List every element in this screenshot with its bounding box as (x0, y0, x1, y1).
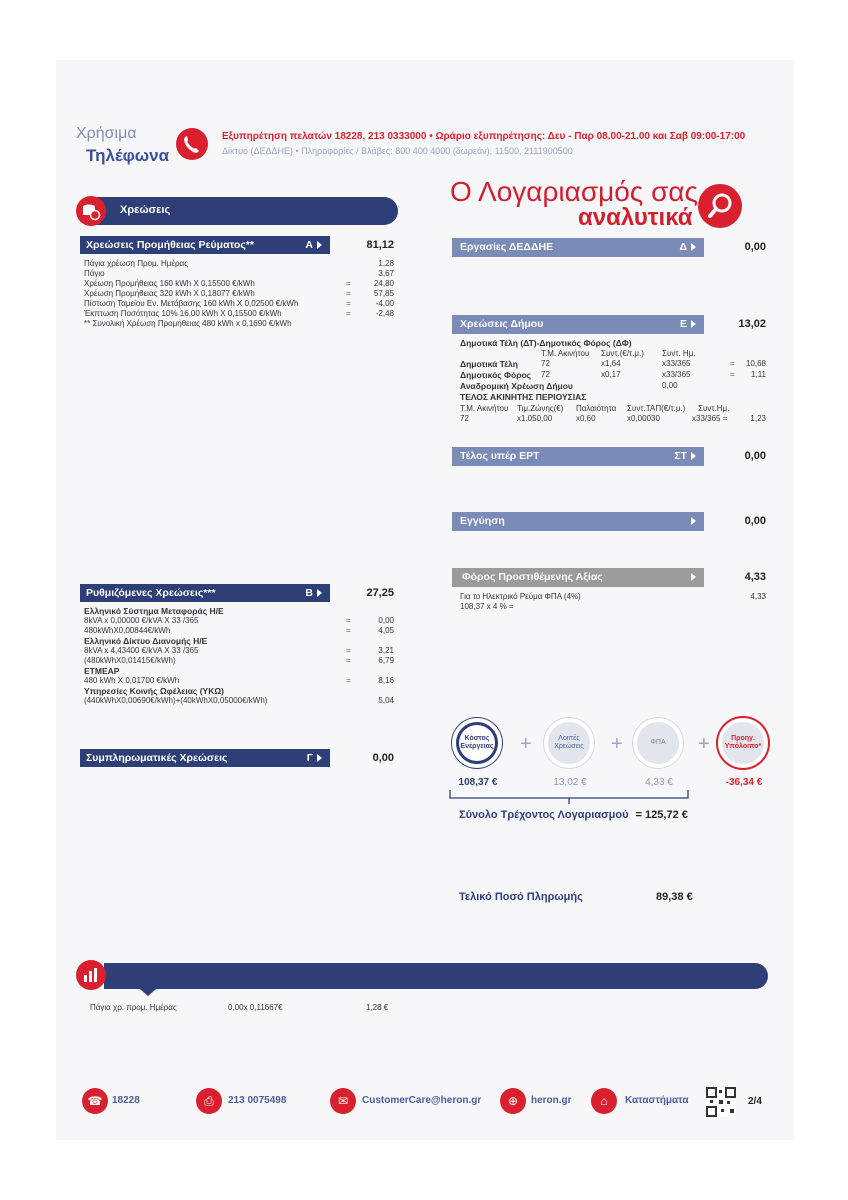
supply-line-amount: 57,85 (373, 289, 394, 298)
ert-code (674, 447, 696, 466)
supply-charges-bar (80, 236, 330, 254)
telephone-icon: ☎ (82, 1088, 108, 1114)
supply-total: 81,12 (366, 239, 394, 251)
consumption-amount: 1,28 € (366, 1003, 389, 1012)
supplementary-charges-title: Συμπληρωματικές Χρεώσεις (86, 752, 228, 764)
supply-line-amount: 24,80 (373, 279, 394, 288)
vat-line: Για το Ηλεκτρικό Ρεύμα ΦΠΑ (4%) (460, 592, 581, 601)
municipal-col-rate: Συντ.(€/τ.μ.) (601, 349, 644, 358)
regulated-line (84, 656, 396, 666)
regulated-line-label: 480kWhX0,00844€/kWh (84, 626, 171, 635)
municipal-retro-label: Αναδρομική Χρέωση Δήμου (460, 381, 573, 391)
regulated-line-eq: = (346, 646, 351, 655)
vat-title: Φόρος Προστιθέμενης Αξίας (462, 571, 603, 583)
current-bill-total (459, 809, 688, 821)
chevron-right-icon (691, 243, 696, 251)
municipal-tax-amount: 1,11 (751, 370, 766, 379)
tap-title: ΤΕΛΟΣ ΑΚΙΝΗΤΗΣ ΠΕΡΙΟΥΣΙΑΣ (460, 392, 587, 402)
final-payment-value: 89,38 € (656, 891, 693, 903)
regulated-code-letter: Β (305, 587, 313, 599)
municipal-col-days: Συντ. Ημ. (662, 349, 696, 358)
charges-icon (76, 196, 106, 226)
supply-line (84, 269, 396, 279)
municipal-subtitle: Δημοτικά Τέλη (ΔΤ)-Δημοτικός Φόρος (ΔΦ) (460, 338, 632, 348)
deddie-code (679, 238, 696, 257)
other-charges-value: 13,02 € (553, 777, 587, 788)
regulated-line-eq: = (346, 626, 351, 635)
globe-icon: ⊕ (500, 1088, 526, 1114)
page-title: Ο Λογαριασμός σας (450, 176, 699, 207)
supply-line-amount: -2,48 (375, 309, 394, 318)
regulated-line-label: 8kVA x 4,43400 €/kVA X 33 /365 (84, 646, 199, 655)
regulated-charges-title: Ρυθμιζόμενες Χρεώσεις*** (86, 587, 216, 599)
charges-header-label: Χρεώσεις (120, 204, 171, 216)
supplementary-total: 0,00 (372, 752, 394, 764)
supply-line (84, 279, 396, 289)
ert-code-letter: ΣΤ (674, 450, 687, 462)
municipal-fees-days: x33/365 (662, 359, 691, 368)
regulated-line-eq: = (346, 656, 351, 665)
regulated-charges-bar (80, 584, 330, 602)
regulated-line (84, 696, 396, 706)
useful-phones-label-1: Χρήσιμα (76, 125, 137, 142)
consumption-bar (104, 963, 768, 989)
regulated-line-amount: 3,21 (378, 646, 394, 655)
useful-phones-label-2: Τηλέφωνα (86, 146, 170, 165)
footer-phone[interactable]: 18228 (112, 1095, 140, 1106)
summary-bracket (448, 790, 698, 806)
municipal-fees-rate: x1,64 (601, 359, 621, 368)
supply-code-letter: Α (305, 239, 313, 251)
regulated-line-label: (480kWhX0,01415€/kWh) (84, 656, 176, 665)
footer-stores[interactable]: Καταστήματα (625, 1095, 689, 1106)
supply-line (84, 309, 396, 319)
supply-charges-title: Χρεώσεις Προμήθειας Ρεύματος** (86, 239, 254, 251)
tap-col-3: Συντ.ΤΑΠ(€/τ.μ.) (627, 404, 686, 413)
tap-val-1: x1.050,00 (517, 414, 553, 423)
regulated-line-label: Υπηρεσίες Κοινής Ωφέλειας (ΥΚΩ) (84, 686, 224, 696)
regulated-line-eq: = (346, 676, 351, 685)
municipal-bar (452, 315, 704, 334)
vat-total: 4,33 (744, 571, 766, 583)
municipal-tax-days: x33/365 (662, 370, 691, 379)
regulated-line-label: 8kVA x 0,00000 €/kVA X 33 /365 (84, 616, 199, 625)
tap-col-2: Παλαιότητα (576, 404, 617, 413)
guarantee-title: Εγγύηση (460, 515, 505, 527)
supply-line-amount: -4,00 (375, 299, 394, 308)
regulated-line (84, 616, 396, 626)
footer-fax[interactable]: 213 0075498 (228, 1095, 287, 1106)
consumption-label: Πάγια χρ. προμ. Ημέρας (90, 1003, 177, 1012)
supply-line-eq: = (346, 299, 351, 308)
tap-val-0: 72 (460, 414, 469, 423)
chevron-right-icon (691, 573, 696, 581)
tap-col-0: Τ.Μ. Ακινήτου (460, 404, 509, 413)
bar-chart-icon (76, 960, 106, 990)
energy-cost-label: Κόστος Ενέργειας (459, 725, 495, 761)
supplementary-code (307, 749, 322, 767)
supply-code (305, 236, 322, 254)
energy-cost-value: 108,37 € (458, 777, 498, 788)
current-bill-total-label: Σύνολο Τρέχοντος Λογαριασμού (459, 809, 629, 821)
regulated-line (84, 606, 396, 616)
municipal-fees-eq: = (730, 359, 735, 368)
supply-line (84, 259, 396, 269)
supply-line-label: Πάγιο (84, 269, 105, 278)
municipal-fees-sqm: 72 (541, 359, 550, 368)
guarantee-code (687, 512, 696, 531)
plus-icon: + (698, 733, 710, 755)
deddie-bar (452, 238, 704, 257)
previous-balance-circle (718, 718, 768, 768)
deddie-total: 0,00 (744, 241, 766, 253)
regulated-line (84, 646, 396, 656)
regulated-line-label: Ελληνικό Δίκτυο Διανομής Η/Ε (84, 636, 208, 646)
current-bill-total-value: = 125,72 € (635, 809, 688, 821)
regulated-code (305, 584, 322, 602)
municipal-tax-label: Δημοτικός Φόρος (460, 370, 532, 380)
vat-code (687, 568, 696, 587)
tap-col-4: Συντ.Ημ. (698, 404, 730, 413)
network-info-line: Δίκτυο (ΔΕΔΔΗΕ) • Πληροφορίες / Βλάβες: 800 400 4000 (δωρεάν), 11500, 2111900500 (222, 146, 573, 156)
regulated-lines (84, 606, 396, 706)
municipal-col-sqm: Τ.Μ. Ακινήτου (541, 349, 590, 358)
regulated-line-label: 480 kWh X 0,01700 €/kWh (84, 676, 180, 685)
tap-amount: 1,23 (750, 414, 766, 423)
fax-icon: ⎙ (196, 1088, 222, 1114)
chevron-right-icon (691, 320, 696, 328)
email-icon: ✉ (330, 1088, 356, 1114)
regulated-line-amount: 8,16 (378, 676, 394, 685)
ert-total: 0,00 (744, 450, 766, 462)
supplementary-code-letter: Γ (306, 752, 313, 764)
vat-bar (452, 568, 704, 587)
municipal-tax-sqm: 72 (541, 370, 550, 379)
other-charges-circle (544, 718, 594, 768)
final-payment-label: Τελικό Ποσό Πληρωμής (459, 891, 583, 903)
regulated-line (84, 686, 396, 696)
footer-web[interactable]: heron.gr (531, 1095, 572, 1106)
supply-line-label: Έκπτωση Ποσότητας 10% 16,00 kWh X 0,15500 €/kWh (84, 309, 282, 318)
municipal-tax-eq: = (730, 370, 735, 379)
supply-line-label: Χρέωση Προμήθειας 320 kWh X 0,18077 €/kWh (84, 289, 255, 298)
supply-line-amount: 3,67 (378, 269, 394, 278)
regulated-line-eq: = (346, 616, 351, 625)
regulated-line (84, 626, 396, 636)
store-icon: ⌂ (591, 1088, 617, 1114)
regulated-line (84, 636, 396, 646)
chevron-right-icon (691, 517, 696, 525)
previous-balance-label: Προηγ. Υπόλοιπο* (724, 735, 762, 750)
vat-line-amount: 4,33 (750, 592, 766, 601)
regulated-line-label: ΕΤΜΕΑΡ (84, 666, 120, 676)
regulated-line-amount: 5,04 (378, 696, 394, 705)
page-subtitle: αναλυτικά (578, 204, 693, 231)
plus-icon: + (520, 733, 532, 755)
supply-line-label: Πίστωση Ταμείου Εν. Μετάβασης 160 kWh X 0,02500 €/kWh (84, 299, 299, 308)
vat-line-2: 108,37 x 4 % = (460, 602, 514, 611)
municipal-fees-amount: 10,68 (745, 359, 766, 368)
regulated-line (84, 666, 396, 676)
regulated-line (84, 676, 396, 686)
vat-circle-label: ΦΠΑ (650, 739, 666, 746)
chevron-right-icon (317, 754, 322, 762)
other-charges-label: Λοιπές Χρεώσεις (554, 735, 584, 750)
deddie-code-letter: Δ (679, 241, 687, 253)
regulated-total: 27,25 (366, 587, 394, 599)
supply-line-eq: = (346, 279, 351, 288)
guarantee-bar (452, 512, 704, 531)
supply-lines (84, 259, 396, 329)
tap-val-2: x0,60 (576, 414, 596, 423)
energy-cost-circle (452, 718, 502, 768)
supply-line-eq: = (346, 309, 351, 318)
municipal-fees-label: Δημοτικά Τέλη (460, 359, 518, 369)
page-number: 2/4 (748, 1096, 762, 1107)
regulated-line-amount: 6,79 (378, 656, 394, 665)
supply-line (84, 319, 396, 329)
ert-bar (452, 447, 704, 466)
supplementary-charges-bar (80, 749, 330, 767)
search-icon (698, 184, 742, 228)
qr-code-icon (706, 1087, 736, 1117)
plus-icon: + (611, 733, 623, 755)
deddie-title: Εργασίες ΔΕΔΔΗΕ (460, 241, 554, 253)
supply-line (84, 299, 396, 309)
tap-val-4: x33/365 = (692, 414, 728, 423)
municipal-retro-value: 0,00 (662, 381, 678, 390)
regulated-line-label: Ελληνικό Σύστημα Μεταφοράς Η/Ε (84, 606, 224, 616)
municipal-total: 13,02 (738, 318, 766, 330)
vat-value: 4,33 € (645, 777, 673, 788)
chevron-right-icon (691, 452, 696, 460)
municipal-tax-rate: x0,17 (601, 370, 621, 379)
supply-line-label: ** Συνολική Χρέωση Προμήθειας 480 kWh x 0,1690 €/kWh (84, 319, 292, 328)
ert-title: Τέλος υπέρ ΕΡΤ (460, 450, 540, 462)
supply-line-label: Χρέωση Προμήθειας 160 kWh X 0,15500 €/kWh (84, 279, 255, 288)
chevron-right-icon (317, 589, 322, 597)
supply-line-eq: = (346, 289, 351, 298)
regulated-line-label: (440kWhX0,00690€/kWh)+(40kWhX0,05000€/kWh) (84, 696, 268, 705)
supply-line-amount: 1,28 (378, 259, 394, 268)
pointer-icon (140, 989, 156, 997)
regulated-line-amount: 0,00 (378, 616, 394, 625)
municipal-title: Χρεώσεις Δήμου (460, 318, 544, 330)
vat-circle (633, 718, 683, 768)
customer-service-line: Εξυπηρέτηση πελατών 18228, 213 0333000 • Ωράριο εξυπηρέτησης: Δευ - Παρ 08.00-21.00 και Σαβ 09:00-17:00 (222, 131, 746, 142)
tap-col-1: Τιμ.Ζώνης(€) (517, 404, 564, 413)
previous-balance-value: -36,34 € (725, 777, 763, 788)
charges-header (92, 197, 398, 225)
regulated-line-amount: 4,05 (378, 626, 394, 635)
municipal-code-letter: Ε (679, 318, 687, 330)
phone-icon (176, 128, 208, 160)
chevron-right-icon (317, 241, 322, 249)
municipal-code (680, 315, 696, 334)
guarantee-total: 0,00 (744, 515, 766, 527)
tap-val-3: x0,00030 (627, 414, 660, 423)
supply-line-label: Πάγια χρέωση Προμ. Ημέρας (84, 259, 189, 268)
supply-line (84, 289, 396, 299)
footer-email[interactable]: CustomerCare@heron.gr (362, 1095, 482, 1106)
consumption-calc: 0,00x 0,11667€ (228, 1003, 283, 1012)
